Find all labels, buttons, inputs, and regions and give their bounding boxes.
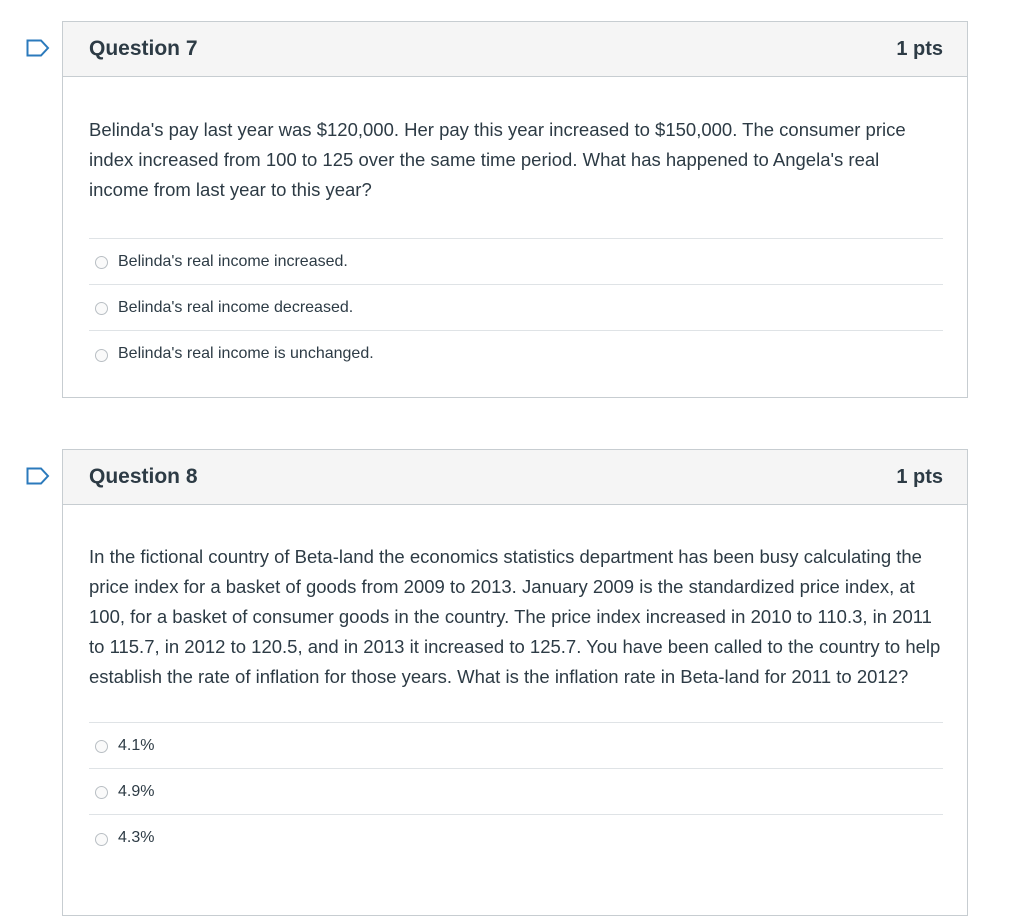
answer-label: Belinda's real income is unchanged. (118, 345, 374, 362)
answer-list (89, 238, 943, 377)
answer-option[interactable] (89, 239, 943, 285)
answer-label: 4.3% (118, 829, 155, 846)
question-body (63, 505, 967, 861)
question-7 (62, 21, 968, 398)
question-text: In the fictional country of Beta-land the economics statistics department has been busy calculating the price index for a basket of goods from 2009 to 2013. January 2009 is the standardized price index, at 100, for a basket of consumer goods in the country. The price index increased in 2010 to 110.3, in 2011 to 115.7, in 2012 to 120.5, and in 2013 it increased to 125.7. You have been called to the country to help establish the rate of inflation for those years. What is the inflation rate in Beta-land for 2011 to 2012? (89, 546, 941, 687)
radio-button[interactable] (95, 349, 108, 362)
question-points: 1 pts (896, 465, 943, 488)
radio-button[interactable] (95, 786, 108, 799)
answer-label: Belinda's real income increased. (118, 252, 348, 270)
answer-label: 4.1% (118, 736, 155, 754)
question-8 (62, 449, 968, 916)
answer-option[interactable] (89, 815, 943, 861)
radio-button[interactable] (95, 256, 108, 269)
question-header (63, 450, 967, 505)
answer-option[interactable] (89, 331, 943, 377)
answer-label: Belinda's real income decreased. (118, 298, 354, 316)
radio-button[interactable] (95, 833, 108, 846)
answer-label: 4.9% (118, 782, 155, 800)
answer-option[interactable] (89, 285, 943, 331)
answer-list (89, 722, 943, 861)
flag-question-7-icon[interactable] (26, 39, 50, 57)
question-title: Question 8 (89, 465, 198, 488)
flag-question-8-icon[interactable] (26, 467, 50, 485)
question-title: Question 7 (89, 37, 198, 60)
answer-option[interactable] (89, 769, 943, 815)
radio-button[interactable] (95, 740, 108, 753)
radio-button[interactable] (95, 302, 108, 315)
question-points: 1 pts (896, 37, 943, 60)
question-body (63, 77, 967, 377)
answer-option[interactable] (89, 723, 943, 769)
question-header (63, 22, 967, 77)
question-text: Belinda's pay last year was $120,000. Her pay this year increased to $150,000. The consumer price index increased from 100 to 125 over the same time period. What has happened to Angela's real income from last year to this year? (89, 119, 906, 200)
